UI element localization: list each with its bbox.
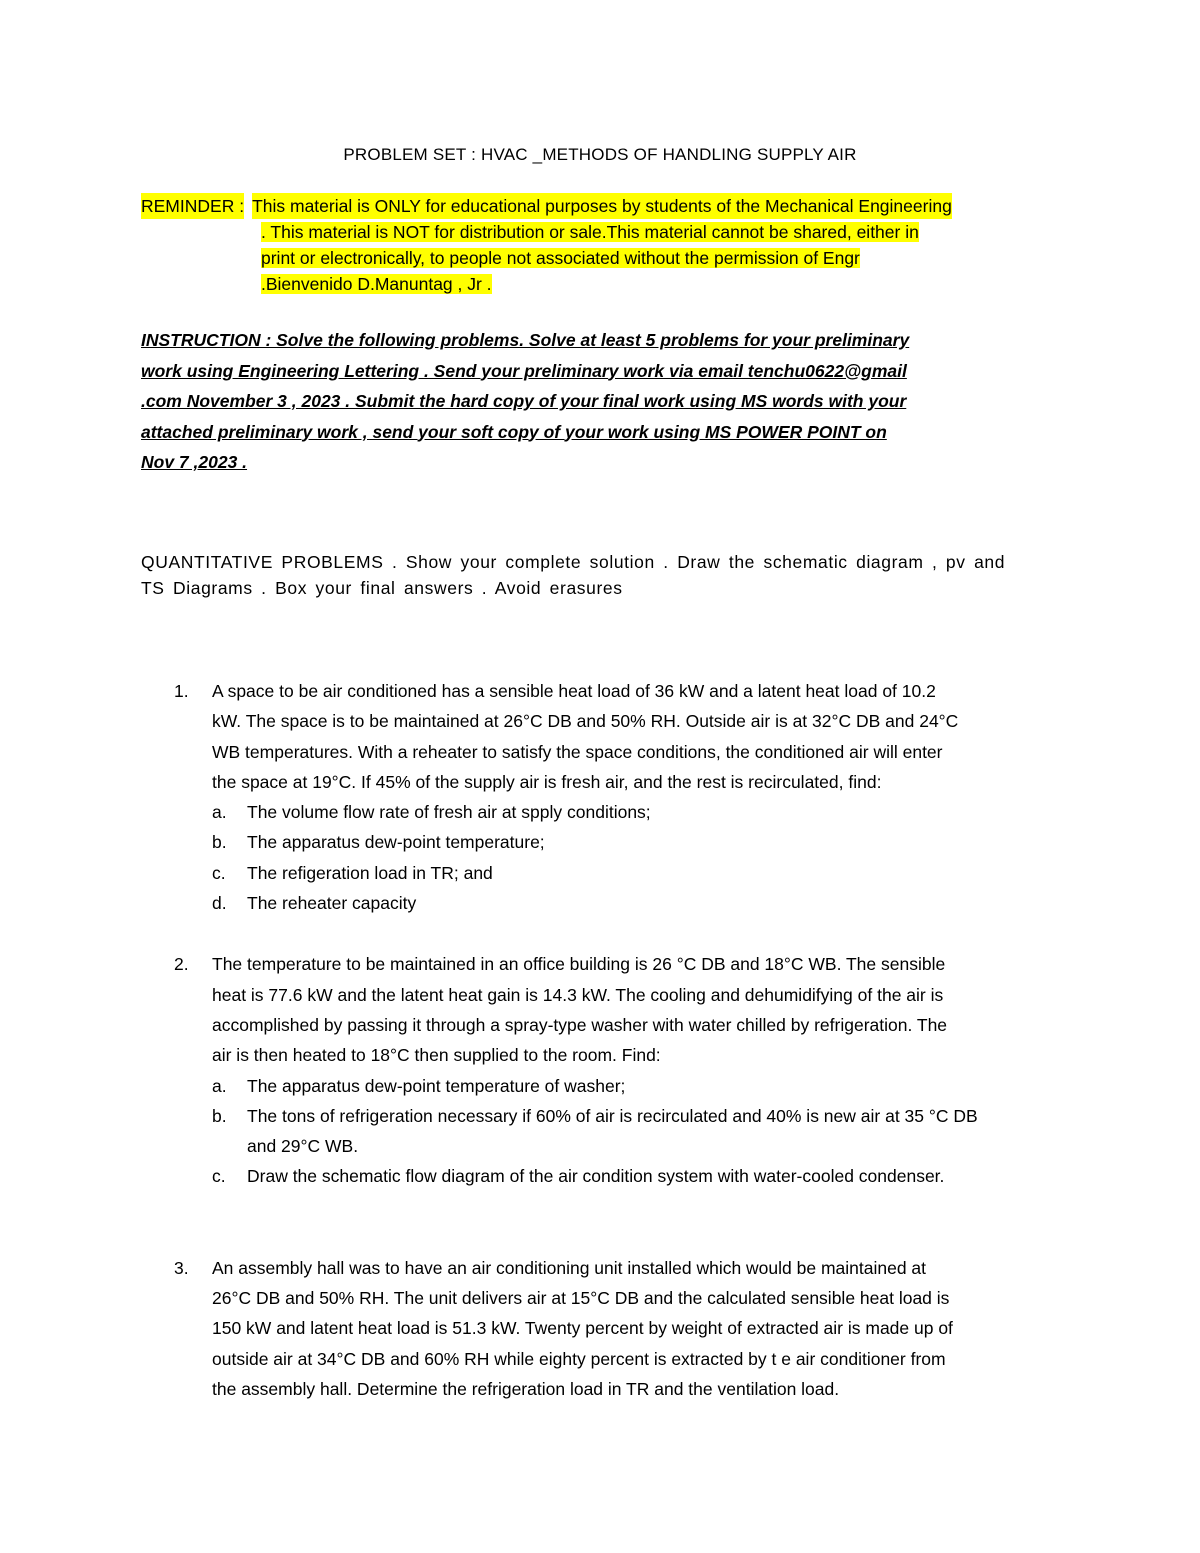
reminder-line: This material is ONLY for educational purposes by students of the Mechanical Engineering [252,193,952,219]
problem-text-line: accomplished by passing it through a spray-type washer with water chilled by refrigeration. The [212,1014,948,1035]
instruction-line: .com November 3 , 2023 . Submit the hard copy of your final work using MS words with your [141,391,907,411]
sub-item-letter: b. [212,1105,227,1126]
sub-item-letter: a. [212,802,227,823]
sub-item-letter: a. [212,1075,227,1096]
problem-text-line: outside air at 34°C DB and 60% RH while eighty percent is extracted by t e air conditioner from [212,1348,946,1369]
sub-item [141,1161,1071,1191]
instruction-line: attached preliminary work , send your soft copy of your work using MS POWER POINT on [141,421,887,442]
sub-item [141,1071,1071,1101]
problem-item [141,949,1071,1191]
sub-item-text: The apparatus dew-point temperature of washer; [247,1075,626,1096]
problem-number: 3. [174,1257,189,1278]
sub-item-text: and 29°C WB. [247,1136,359,1157]
reminder-line: print or electronically, to people not associated without the permission of Engr [261,248,860,268]
sub-item-letter: c. [212,862,226,883]
sub-item-text: The reheater capacity [247,893,417,914]
sub-item-letter: c. [212,1166,226,1187]
sub-item-text: The apparatus dew-point temperature; [247,832,545,853]
sub-item [141,858,1071,888]
sub-item-letter: b. [212,832,227,853]
problem-item [141,676,1071,918]
problem-number: 2. [174,954,189,975]
problem-text-line: air is then heated to 18°C then supplied to the room. Find: [212,1045,661,1066]
page-title: PROBLEM SET : HVAC _METHODS OF HANDLING SUPPLY AIR [343,145,857,164]
problem-text-line: A space to be air conditioned has a sensible heat load of 36 kW and a latent heat load of 10.2 [212,681,936,701]
problem-text-line: An assembly hall was to have an air conditioning unit installed which would be maintained at [212,1257,927,1278]
sub-item-text: Draw the schematic flow diagram of the air condition system with water-cooled condenser. [247,1166,945,1187]
problem-text-line: The temperature to be maintained in an office building is 26 °C DB and 18°C WB. The sensible [212,954,946,975]
sub-item [141,797,1071,827]
sub-item [141,1101,1071,1162]
quantitative-line: TS Diagrams . Box your final answers . Avoid erasures [141,578,623,598]
reminder-block [141,193,1061,297]
problem-number: 1. [174,681,189,701]
problem-text-line: heat is 77.6 kW and the latent heat gain is 14.3 kW. The cooling and dehumidifying of the air is [212,984,944,1005]
instruction-line: Nov 7 ,2023 . [141,452,248,472]
problem-item [141,1253,1071,1404]
sub-item [141,888,1071,918]
problem-text-line: the assembly hall. Determine the refrigeration load in TR and the ventilation load. [212,1378,840,1399]
reminder-line: . This material is NOT for distribution or sale.This material cannot be shared, either in [261,222,919,242]
instruction-line: INSTRUCTION : Solve the following problems. Solve at least 5 problems for your preliminary [141,330,910,350]
quantitative-line: QUANTITATIVE PROBLEMS . Show your complete solution . Draw the schematic diagram , pv and [141,552,1006,572]
sub-item-letter: d. [212,893,227,914]
sub-item [141,827,1071,857]
quantitative-heading [141,549,1056,601]
instruction-block [141,325,1056,478]
problem-text-line: 150 kW and latent heat load is 51.3 kW. Twenty percent by weight of extracted air is made up of [212,1318,953,1339]
sub-item-text: The refigeration load in TR; and [247,862,493,883]
problem-text-line: WB temperatures. With a reheater to satisfy the space conditions, the conditioned air will enter [212,741,943,762]
sub-item-text: The volume flow rate of fresh air at spply conditions; [247,802,651,823]
problem-text-line: kW. The space is to be maintained at 26°C DB and 50% RH. Outside air is at 32°C DB and 24°C [212,711,959,732]
reminder-line: .Bienvenido D.Manuntag , Jr . [261,274,492,294]
problem-list [141,676,1071,1404]
sub-item-text: The tons of refrigeration necessary if 60% of air is recirculated and 40% is new air at 35 °C DB [247,1105,978,1126]
instruction-line: work using Engineering Lettering . Send your preliminary work via email tenchu0622@gmail [141,360,907,381]
problem-text-line: 26°C DB and 50% RH. The unit delivers air at 15°C DB and the calculated sensible heat load is [212,1288,950,1309]
reminder-label: REMINDER : [141,193,244,219]
problem-text-line: the space at 19°C. If 45% of the supply air is fresh air, and the rest is recirculated, find: [212,771,882,792]
